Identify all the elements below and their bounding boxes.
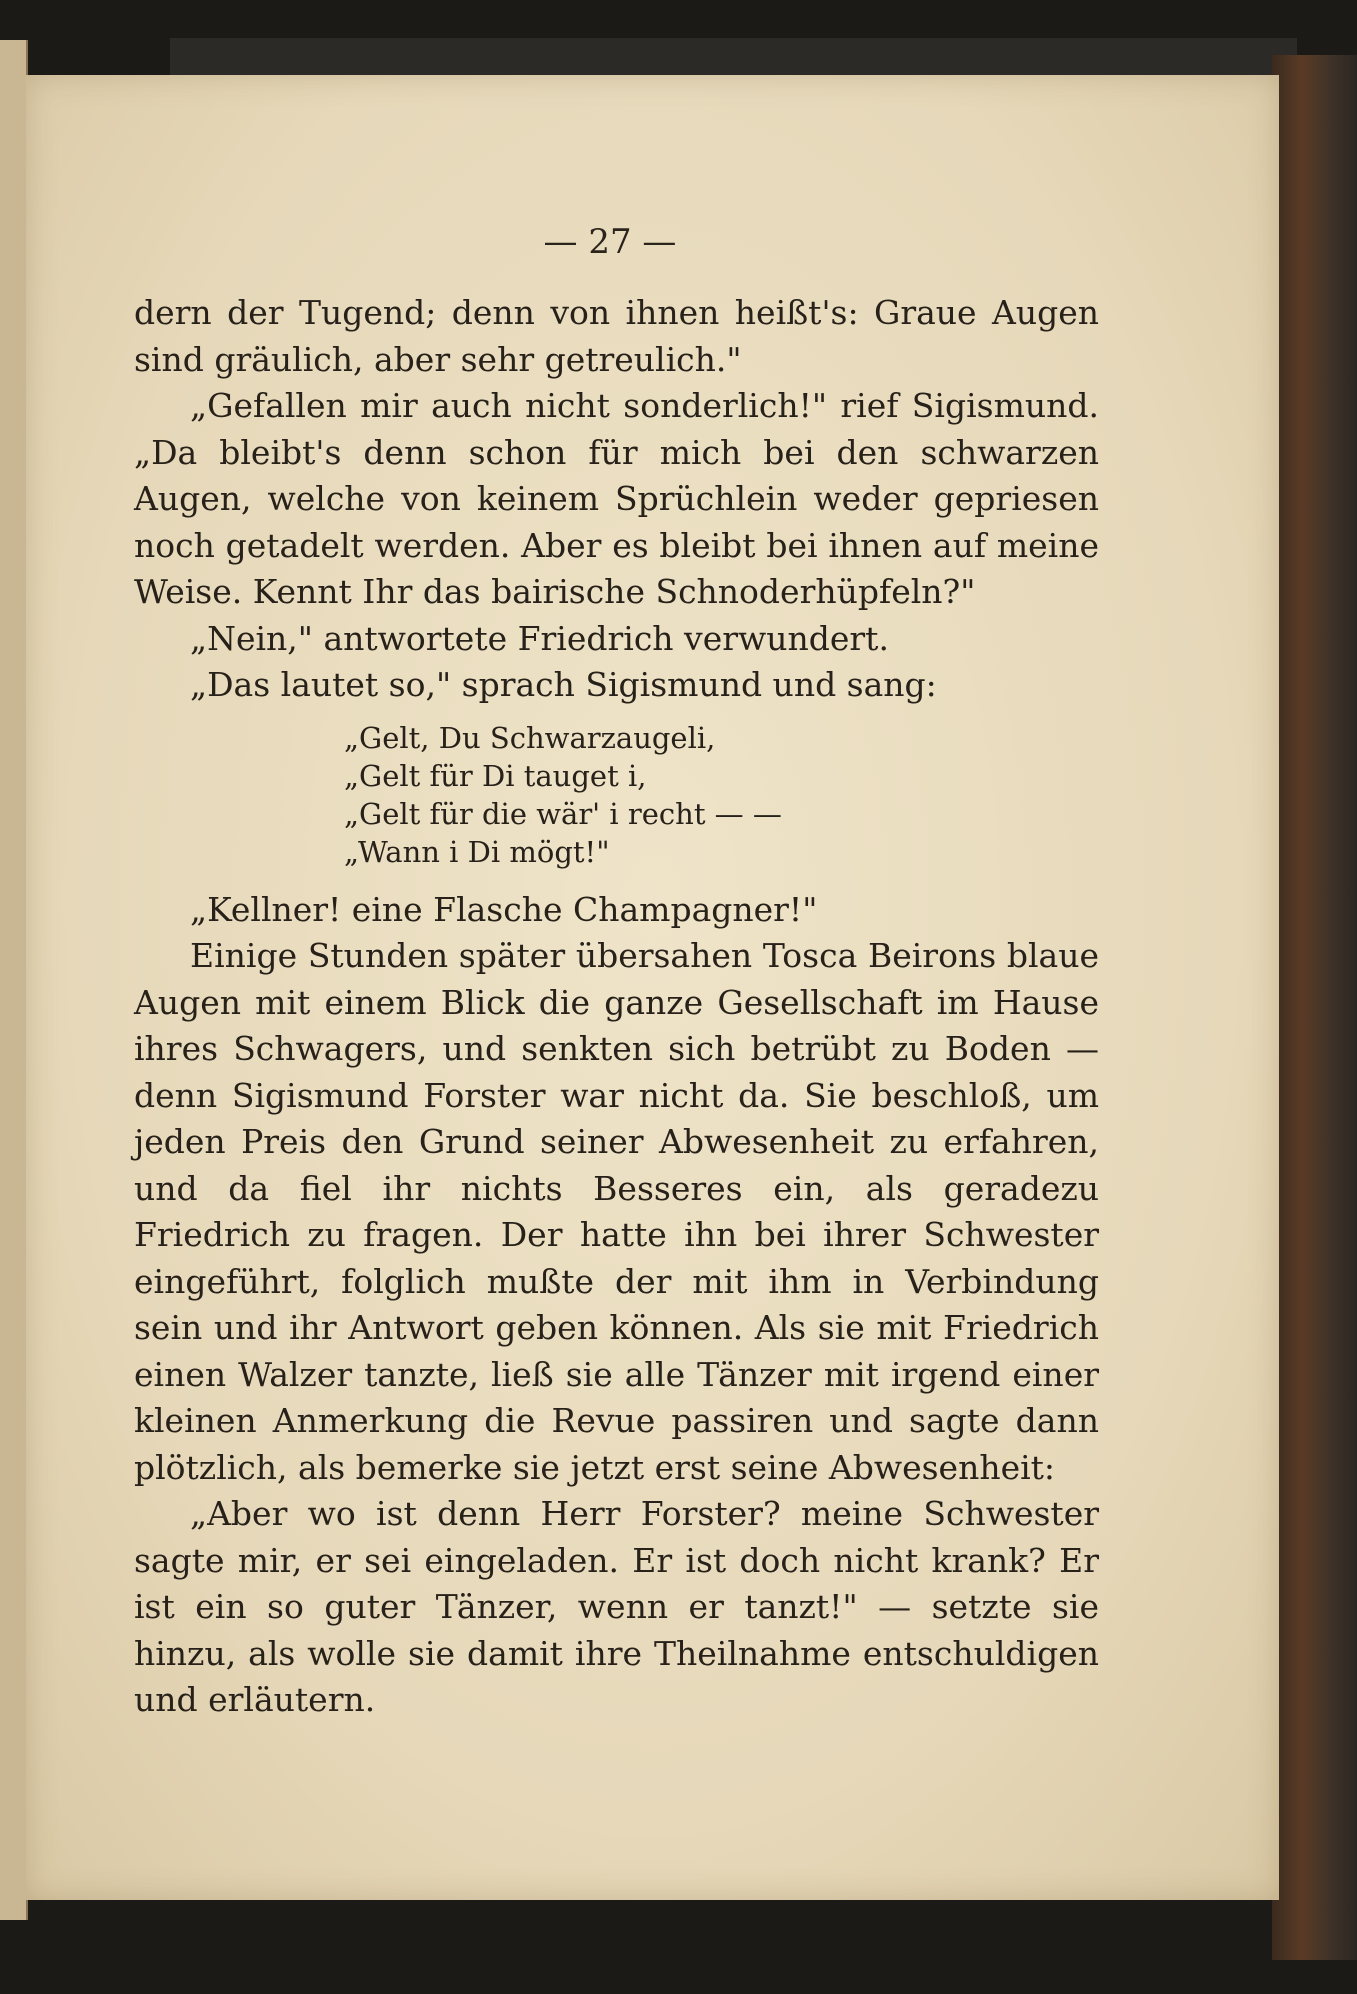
book-cover-right [1272,55,1357,1960]
verse-line-4: „Wann i Di mögt!" [344,834,610,869]
paragraph-5: „Kellner! eine Flasche Champagner!" [190,889,818,929]
page-text [134,290,1099,1724]
verse-line-2: „Gelt für Di tauget i, [344,758,647,793]
page-number: — 27 — [543,222,677,262]
paragraph-2: „Gefallen mir auch nicht sonderlich!" rief Sigismund. „Da bleibt's denn schon für mich bei den schwarzen Augen, welche von keinem Sprüchlein weder gepriesen noch getadelt werden. Aber es bleibt bei ihnen auf meine Weise. Kennt Ihr das bairische Schnoderhüpfeln?" [134,386,1099,611]
paragraph-3: „Nein," antwortete Friedrich verwundert. [190,618,889,658]
paragraph-1: dern der Tugend; denn von ihnen heißt's: Graue Augen sind gräulich, aber sehr getreulich." [134,293,1099,379]
verse-line-1: „Gelt, Du Schwarzaugeli, [344,720,716,755]
paragraph-7: „Aber wo ist denn Herr Forster? meine Schwester sagte mir, er sei eingeladen. Er ist doch nicht krank? Er ist ein so guter Tänzer, wenn er tanzt!" — setzte sie hinzu, als wolle sie damit ihre Theilnahme entschuldigen und erläutern. [134,1494,1099,1719]
paragraph-6: Einige Stunden später übersahen Tosca Beirons blaue Augen mit einem Blick die ganze Gesellschaft im Hause ihres Schwagers, und senkten sich betrübt zu Boden — denn Sigismund Forster war nicht da. Sie beschloß, um jeden Preis den Grund seiner Abwesenheit zu erfahren, und da fiel ihr nichts Besseres ein, als geradezu Friedrich zu fragen. Der hatte ihn bei ihrer Schwester eingeführt, folglich mußte der mit ihm in Verbindung sein und ihr Antwort geben können. Als sie mit Friedrich einen Walzer tanzte, ließ sie alle Tänzer mit irgend einer kleinen Anmerkung die Revue passiren und sagte dann plötzlich, als bemerke sie jetzt erst seine Abwesenheit: [134,936,1099,1487]
paragraph-4: „Das lautet so," sprach Sigismund und sang: [190,665,937,704]
verse-line-3: „Gelt für die wär' i recht — — [344,796,782,831]
book-spine-edge [0,40,28,1920]
song-verse [134,719,1099,871]
book-cover-top [170,38,1297,78]
